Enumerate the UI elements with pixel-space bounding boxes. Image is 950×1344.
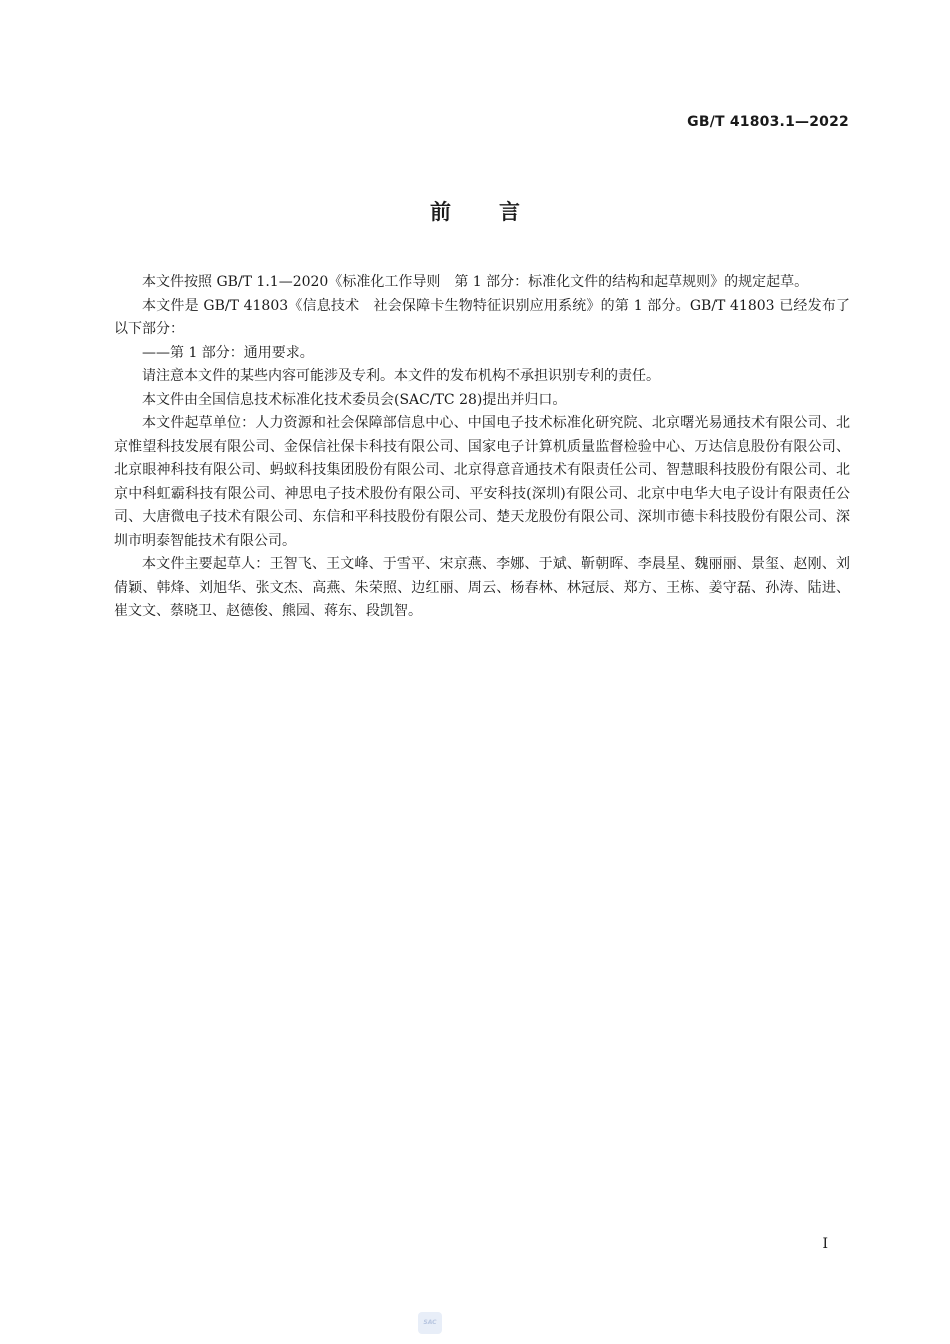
- paragraph-series-part: 本文件是 GB/T 41803《信息技术 社会保障卡生物特征识别应用系统》的第 1 部分。GB/T 41803 已经发布了以下部分：: [114, 297, 850, 337]
- paragraph-committee: 本文件由全国信息技术标准化技术委员会(SAC/TC 28)提出并归口。: [142, 391, 567, 408]
- paragraph-drafting-rules: 本文件按照 GB/T 1.1—2020《标准化工作导则 第 1 部分：标准化文件的结构和起草规则》的规定起草。: [142, 274, 809, 290]
- foreword-body: [114, 271, 850, 624]
- sac-logo-watermark: SAC: [418, 1312, 442, 1334]
- paragraph-drafters: 本文件主要起草人：王智飞、王文峰、于雪平、宋京燕、李娜、于斌、靳朝晖、李晨星、魏丽丽、景玺、赵刚、刘倩颖、韩烽、刘旭华、张文杰、高燕、朱荣照、边红丽、周云、杨春林、林冠辰、郑方、王栋、姜守磊、孙涛、陆进、崔文文、蔡晓卫、赵德俊、熊园、蒋东、段凯智。: [114, 556, 850, 619]
- standard-number: GB/T 41803.1—2022: [687, 114, 849, 130]
- page-number: I: [822, 1236, 828, 1252]
- paragraph-patent-notice: 请注意本文件的某些内容可能涉及专利。本文件的发布机构不承担识别专利的责任。: [142, 368, 660, 384]
- paragraph-drafting-units: 本文件起草单位：人力资源和社会保障部信息中心、中国电子技术标准化研究院、北京曙光易通技术有限公司、北京惟望科技发展有限公司、金保信社保卡科技有限公司、国家电子计算机质量监督检验中心、万达信息股份有限公司、北京眼神科技有限公司、蚂蚁科技集团股份有限公司、北京得意音通技术有限责任公司、智慧眼科技股份有限公司、北京中科虹霸科技有限公司、神思电子技术股份有限公司、平安科技(深圳)有限公司、北京中电华大电子设计有限责任公司、大唐微电子技术有限公司、东信和平科技股份有限公司、楚天龙股份有限公司、深圳市德卡科技股份有限公司、深圳市明泰智能技术有限公司。: [114, 415, 850, 549]
- paragraph-part-list-item: ——第 1 部分：通用要求。: [142, 344, 314, 361]
- page-title: 前言: [430, 200, 568, 224]
